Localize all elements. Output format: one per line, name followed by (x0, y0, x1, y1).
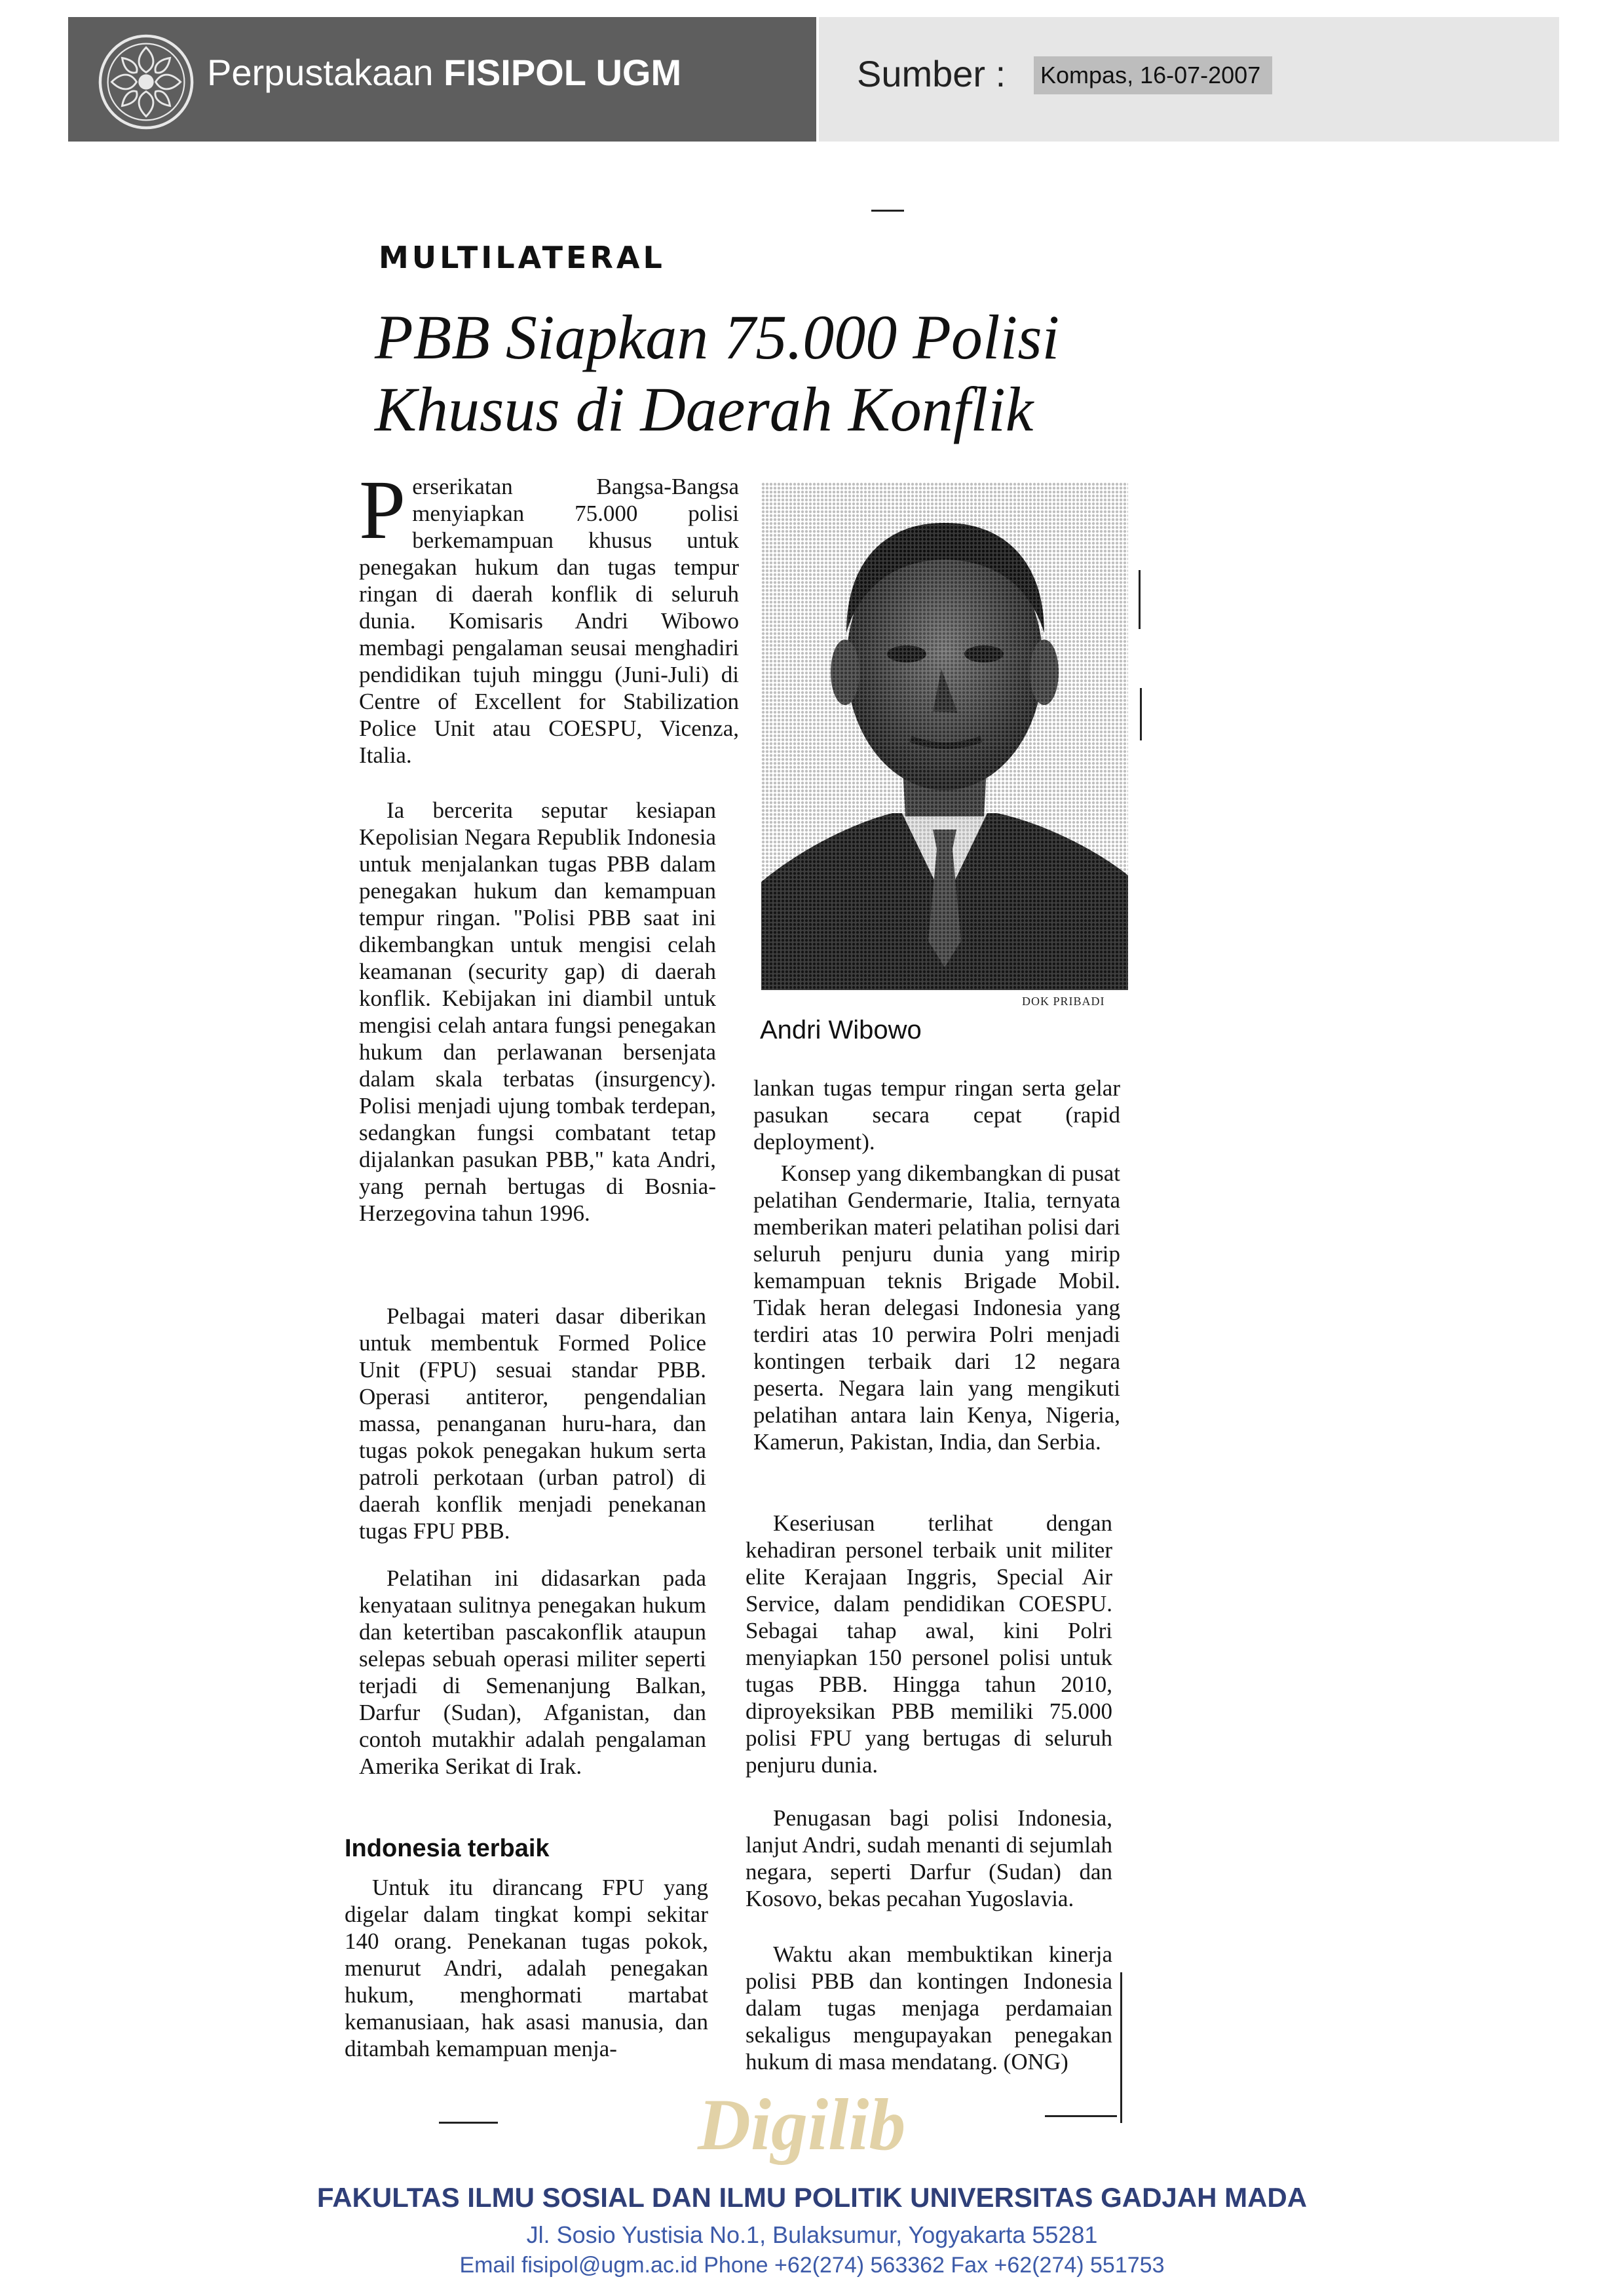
clipping-edge-mark (1045, 2115, 1117, 2117)
library-prefix: Perpustakaan (207, 52, 444, 93)
clipping-edge-mark (1140, 688, 1142, 740)
article-paragraph-2: Ia bercerita seputar kesiapan Kepolisian Negara Republik Indonesia untuk menjalankan tugas PBB dalam penegakan hukum dan kemampuan tempur ringan. "Polisi PBB saat ini dikembangkan untuk mengisi celah keamanan (security gap) di daerah konflik. Kebijakan ini diambil untuk mengisi celah antara fungsi penegakan hukum dan perlawanan bersenjata dalam skala terbatas (insurgency). Polisi menjadi ujung tombak terdepan, sedangkan fungsi combatant tetap dijalankan pasukan PBB," kata Andri, yang pernah bertugas di Bosnia-Herzegovina tahun 1996. (359, 797, 716, 1226)
article-paragraph-3: Pelbagai materi dasar diberikan untuk membentuk Formed Police Unit (FPU) sesuai standar PBB. Operasi antiteror, pengendalian massa, penanganan huru-hara, dan tugas pokok penegakan hukum serta patroli perkotaan (urban patrol) di daerah konflik menjadi penekanan tugas FPU PBB. (359, 1303, 706, 1544)
lead-paragraph (359, 463, 739, 769)
lead-text: erserikatan Bangsa-Bangsa menyiapkan 75.000 polisi berkemampuan khusus untuk penegakan hukum dan tugas tempur ringan di daerah konflik di seluruh dunia. Komisaris Andri Wibowo membagi pengalaman seusai menghadiri pendidikan tujuh minggu (Juni-Juli) di Centre of Excellent for Stabilization Police Unit atau COESPU, Vicenza, Italia. (359, 474, 739, 768)
article-paragraph-7: Konsep yang dikembangkan di pusat pelatihan Gendermarie, Italia, ternyata memberikan materi pelatihan polisi dari seluruh penjuru dunia yang mirip kemampuan teknis Brigade Mobil. Tidak heran delegasi Indonesia yang terdiri atas 10 perwira Polri menjadi kontingen terbaik dari 12 negara peserta. Negara lain yang mengikuti pelatihan antara lain Kenya, Nigeria, Kamerun, Pakistan, India, dan Serbia. (753, 1160, 1120, 1455)
article-subheading: Indonesia terbaik (345, 1835, 550, 1862)
digilib-watermark (691, 2077, 927, 2169)
headline-line-2: Khusus di Daerah Konflik (375, 374, 1034, 444)
article-paragraph-8: Keseriusan terlihat dengan kehadiran personel terbaik unit militer elite Kerajaan Inggris, Special Air Service, dalam pendidikan COESPU. Sebagai tahap awal, kini Polri menyiapkan 150 personel polisi untuk tugas PBB. Hingga tahun 2010, diproyeksikan PBB memiliki 75.000 polisi FPU yang bertugas di seluruh penjuru dunia. (746, 1510, 1112, 1778)
footer-contact: Email fisipol@ugm.ac.id Phone +62(274) 563362 Fax +62(274) 551753 (459, 2253, 1165, 2278)
source-label: Sumber : (857, 53, 1006, 94)
svg-text:Digilib: Digilib (698, 2084, 906, 2166)
ugm-seal-icon (98, 34, 194, 130)
article-headline (375, 301, 1161, 446)
article-paragraph-4: Pelatihan ini didasarkan pada kenyataan sulitnya penegakan hukum dan ketertiban pascakonflik ataupun selepas sebuah operasi militer seperti terjadi di Semenanjung Balkan, Darfur (Sudan), Afganistan, dan contoh mutakhir adalah pengalaman Amerika Serikat di Irak. (359, 1565, 706, 1779)
clipping-edge-mark (439, 2122, 498, 2124)
article-paragraph-6: lankan tugas tempur ringan serta gelar pasukan secara cepat (rapid deployment). (753, 1075, 1120, 1155)
footer-institution: FAKULTAS ILMU SOSIAL DAN ILMU POLITIK UNIVERSITAS GADJAH MADA (316, 2182, 1308, 2213)
library-name (207, 51, 681, 94)
headline-line-1: PBB Siapkan 75.000 Polisi (375, 302, 1060, 372)
drop-cap: P (359, 463, 406, 556)
footer-address: Jl. Sosio Yustisia No.1, Bulaksumur, Yogyakarta 55281 (526, 2221, 1098, 2248)
article-paragraph-10: Waktu akan membuktikan kinerja polisi PBB dan kontingen Indonesia dalam tugas menjaga perdamaian sekaligus mengupayakan penegakan hukum di masa mendatang. (ONG) (746, 1942, 1112, 2075)
clipping-edge-mark (871, 210, 904, 212)
library-title: FISIPOL UGM (444, 52, 682, 93)
article-paragraph-5: Untuk itu dirancang FPU yang digelar dalam tingkat kompi sekitar 140 orang. Penekanan tugas pokok, menurut Andri, adalah penegakan hukum, menghormati martabat kemanusiaan, hak asasi manusia, dan ditambah kemampuan menja- (345, 1875, 708, 2061)
source-value: Kompas, 16-07-2007 (1034, 56, 1272, 94)
article-rubric: MULTILATERAL (379, 240, 666, 275)
photo-credit: DOK PRIBADI (1022, 995, 1105, 1008)
clipping-edge-mark (1139, 570, 1141, 629)
photo-caption: Andri Wibowo (760, 1016, 922, 1044)
clipping-edge-mark (1120, 1972, 1122, 2123)
article-paragraph-9: Penugasan bagi polisi Indonesia, lanjut Andri, sudah menanti di sejumlah negara, seperti Darfur (Sudan) dan Kosovo, bekas pecahan Yugoslavia. (746, 1805, 1112, 1911)
portrait-photo (761, 482, 1128, 990)
